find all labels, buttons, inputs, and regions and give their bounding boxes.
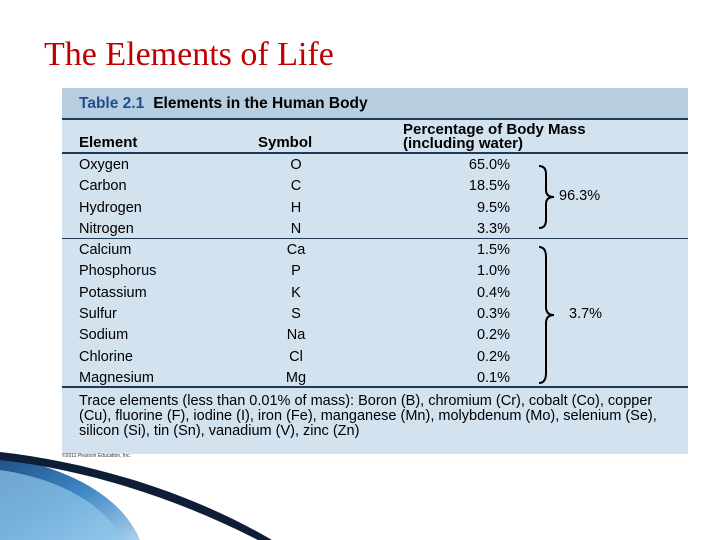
- group-divider: [62, 238, 688, 239]
- major-group-total: 96.3%: [559, 188, 601, 204]
- table-title: Elements in the Human Body: [153, 95, 368, 112]
- table-caption: [79, 95, 368, 113]
- element-symbol-cell: N: [290, 220, 302, 237]
- column-header-percent-line1: Percentage of Body Mass: [403, 121, 586, 138]
- element-symbol-cell: Na: [286, 327, 306, 344]
- element-symbol-cell: O: [290, 157, 302, 173]
- header-rule: [62, 118, 688, 120]
- trace-elements-note: Trace elements (less than 0.01% of mass): Boron (B), chromium (Cr), cobalt (Co), copper (Cu), fluorine (F), iodine (I), iron (Fe), manganese (Mn), molybdenum (Mo), selenium (Se), silicon (Si), tin (Sn), vanadium (V), zinc (Zn): [79, 393, 657, 439]
- decorative-corner-swoosh: [0, 452, 300, 540]
- elements-table: [62, 88, 688, 459]
- element-symbol-cell: Cl: [289, 348, 303, 365]
- minor-group-total: 3.7%: [569, 306, 603, 322]
- element-name-cell: Magnesium: [79, 369, 154, 386]
- element-name-cell: Sulfur: [79, 305, 117, 322]
- element-name-cell: Hydrogen: [79, 199, 142, 216]
- element-name-cell: Sodium: [79, 327, 129, 344]
- element-symbol-cell: Ca: [286, 242, 306, 258]
- element-percent-cell: 65.0%: [468, 157, 510, 173]
- element-percent-cell: 0.1%: [476, 369, 510, 386]
- element-percent-cell: 0.2%: [476, 348, 510, 365]
- element-symbol-cell: Mg: [285, 369, 307, 386]
- major-group-bracket: [536, 164, 556, 230]
- element-name-cell: Calcium: [79, 242, 132, 258]
- copyright-note: ©2011 Pearson Education, Inc.: [62, 453, 131, 459]
- element-percent-cell: 9.5%: [476, 199, 510, 216]
- element-percent-cell: 18.5%: [468, 178, 510, 195]
- element-symbol-cell: H: [290, 199, 302, 216]
- table-number: Table 2.1: [79, 95, 145, 112]
- element-percent-cell: 0.4%: [476, 284, 510, 301]
- column-header-percent-line2: (including water): [403, 135, 523, 152]
- element-name-cell: Chlorine: [79, 348, 133, 365]
- element-symbol-cell: C: [290, 178, 302, 195]
- element-name-cell: Carbon: [79, 178, 127, 195]
- element-percent-cell: 0.3%: [476, 305, 510, 322]
- element-symbol-cell: P: [291, 263, 301, 280]
- element-percent-cell: 1.5%: [476, 242, 510, 258]
- element-name-cell: Nitrogen: [79, 220, 134, 237]
- trace-rule: [62, 386, 688, 388]
- table-header-band: [62, 88, 688, 118]
- element-percent-cell: 0.2%: [476, 327, 510, 344]
- column-header-element: Element: [79, 134, 138, 151]
- element-name-cell: Potassium: [79, 284, 147, 301]
- element-percent-cell: 3.3%: [476, 220, 510, 237]
- element-percent-cell: 1.0%: [476, 263, 510, 280]
- element-name-cell: Oxygen: [79, 157, 129, 173]
- minor-group-bracket: [536, 245, 556, 385]
- element-name-cell: Phosphorus: [79, 263, 157, 280]
- element-symbol-cell: S: [291, 305, 301, 322]
- element-symbol-cell: K: [291, 284, 301, 301]
- column-header-symbol: Symbol: [258, 134, 313, 151]
- column-header-rule: [62, 152, 688, 154]
- slide-title: The Elements of Life: [44, 36, 334, 73]
